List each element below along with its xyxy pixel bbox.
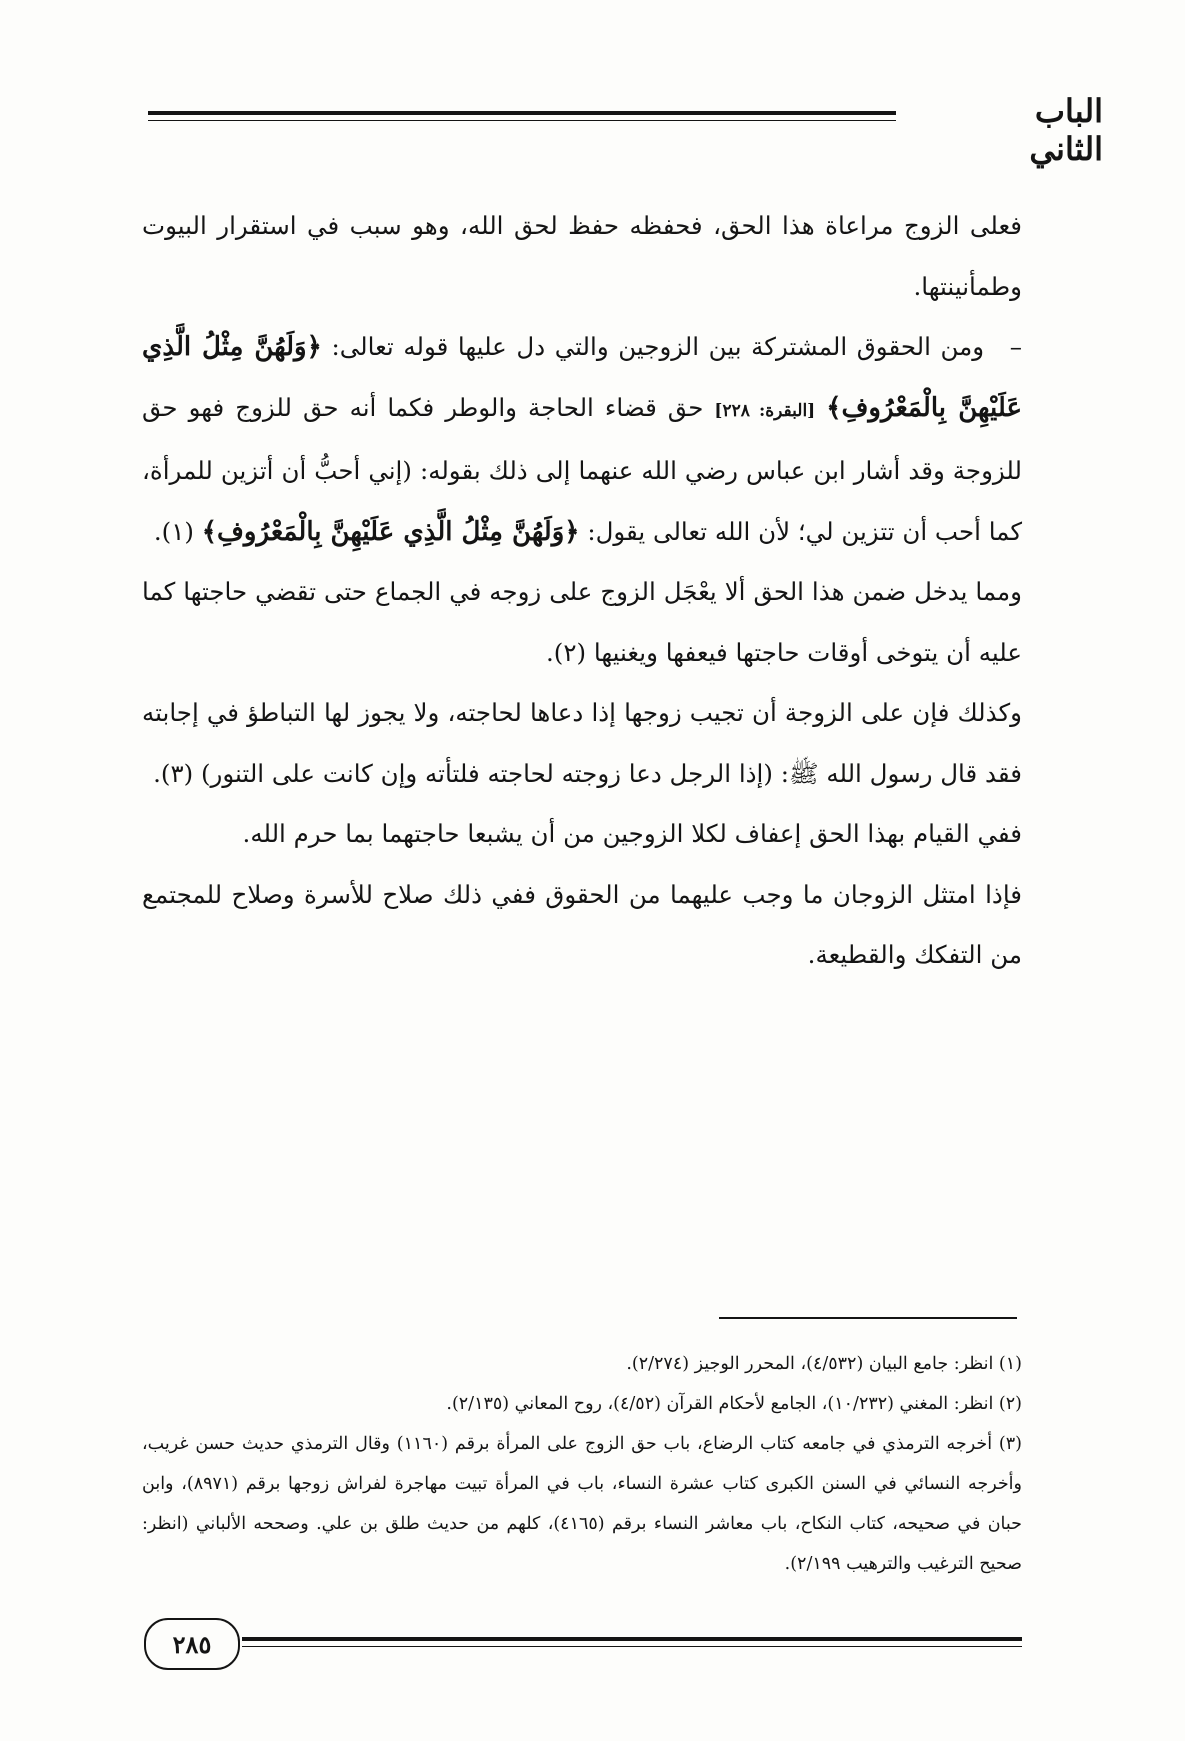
paragraph-6: فإذا امتثل الزوجان ما وجب عليهما من الحقوق ففي ذلك صلاح للأسرة وصلاح للمجتمع من التفكك والقطيعة.: [142, 879, 1022, 969]
footer-rule-thin: [242, 1646, 1022, 1647]
list-dash: –: [1009, 332, 1023, 361]
footnote-1: (١) انظر: جامع البيان (٤/٥٣٢)، المحرر الوجيز (٢/٢٧٤).: [626, 1354, 1022, 1374]
paragraph-1: فعلى الزوج مراعاة هذا الحق، فحفظه حفظ لحق الله، وهو سبب في استقرار البيوت وطمأنينتها.: [142, 211, 1022, 301]
paragraph-3: ومما يدخل ضمن هذا الحق ألا يعْجَل الزوج على زوجه في الجماع حتى تقضي حاجتها كما عليه أن يتوخى أوقات حاجتها فيعفها ويغنيها (٢).: [142, 577, 1022, 667]
footnote-separator: [719, 1317, 1017, 1319]
paragraph-5: ففي القيام بهذا الحق إعفاف لكلا الزوجين من أن يشبعا حاجتهما بما حرم الله.: [242, 819, 1022, 848]
footnote-3: (٣) أخرجه الترمذي في جامعه كتاب الرضاع، باب حق الزوج على المرأة برقم (١١٦٠) وقال الترمذي حديث حسن غريب، وأخرجه النسائي في السنن الكبرى كتاب عشرة النساء، باب في المرأة تبيت مهاجرة لفراش زوجها برقم (٨٩٧١)، وابن حبان في صحيحه، كتاب النكاح، باب معاشر النساء برقم (٤١٦٥)، كلهم من حديث طلق بن علي. وصححه الألباني (انظر: صحيح الترغيب والترهيب ٢/١٩٩).: [142, 1434, 1022, 1574]
footnote-marker-1: (١).: [153, 516, 194, 546]
page-number: ٢٨٥: [144, 1618, 240, 1670]
main-text: [142, 196, 1022, 986]
chapter-title: الباب الثاني: [1029, 92, 1103, 168]
paragraph-2: [142, 317, 1022, 562]
quran-verse-2: ﴿وَلَهُنَّ مِثْلُ الَّذِي عَلَيْهِنَّ بِالْمَعْرُوفِ﴾: [201, 516, 580, 547]
paragraph-2-text: ومن الحقوق المشتركة بين الزوجين والتي دل عليها قوله تعالى:: [331, 332, 985, 361]
header-rule: [148, 111, 896, 115]
paragraph-2-continued: حق قضاء الحاجة والوطر فكما أنه حق للزوج فهو حق للزوجة وقد أشار ابن عباس رضي الله عنهما إلى ذلك بقوله: (إني أحبُّ أن أتزين للمرأة، كما أحب أن تتزين لي؛ لأن الله تعالى يقول:: [142, 392, 1022, 546]
header-rule-thin: [148, 120, 896, 121]
paragraph-4: وكذلك فإن على الزوجة أن تجيب زوجها إذا دعاها لحاجته، ولا يجوز لها التباطؤ في إجابته فقد قال رسول الله ﷺ: (إذا الرجل دعا زوجته لحاجته فلتأته وإن كانت على التنور) (٣).: [142, 698, 1022, 788]
quran-verse: ﴿وَلَهُنَّ مِثْلُ الَّذِي عَلَيْهِنَّ بِالْمَعْرُوفِ﴾: [142, 332, 1022, 423]
footer-rule: [242, 1637, 1022, 1641]
footnotes: [142, 1344, 1022, 1584]
verse-reference: [البقرة: ٢٢٨]: [714, 400, 816, 421]
footnote-2: (٢) انظر: المغني (١٠/٢٣٢)، الجامع لأحكام القرآن (٤/٥٢)، روح المعاني (٢/١٣٥).: [446, 1394, 1022, 1414]
